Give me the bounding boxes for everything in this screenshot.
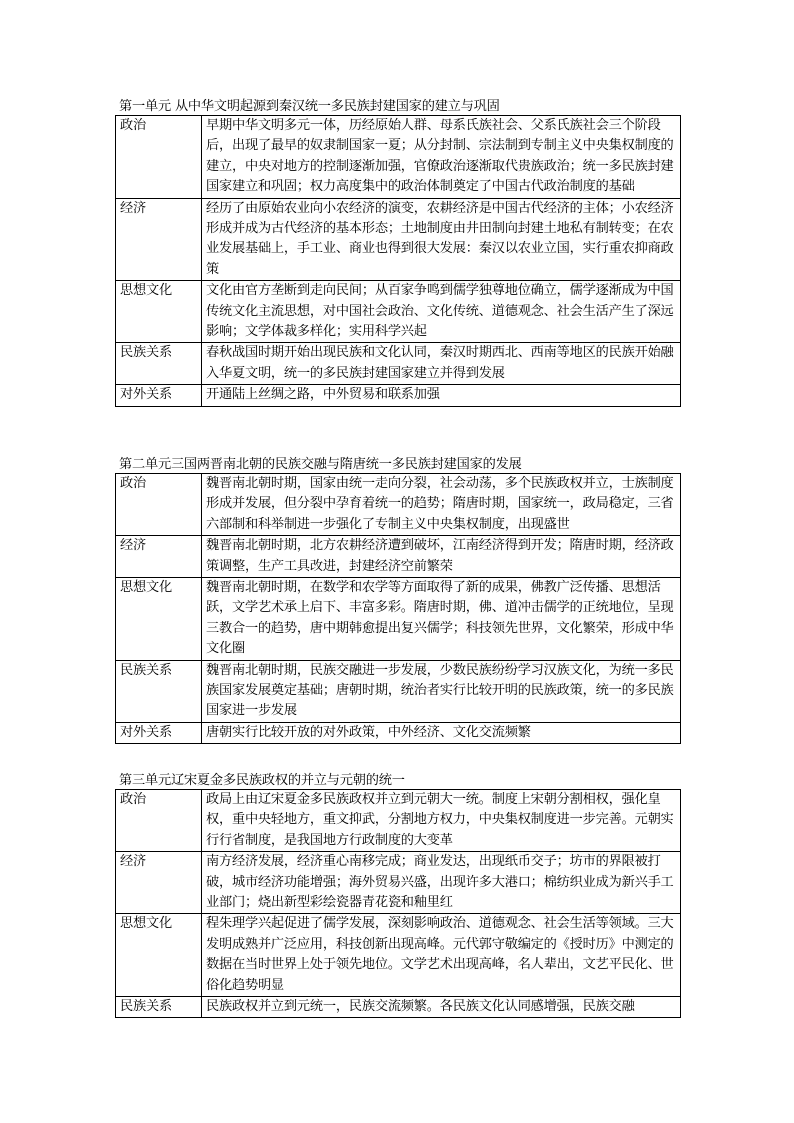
row-content: 经历了由原始农业向小农经济的演变，农耕经济是中国古代经济的主体；小农经济形成并成为古代经济的基本形态；土地制度由井田制向封建土地私有制转变；在农业发展基础上，手工业、商业也得到很大发展：秦汉以农业立国，实行重农抑商政策	[202, 198, 681, 281]
row-content: 春秋战国时期开始出现民族和文化认同，秦汉时期西北、西南等地区的民族开始融入华夏文明，统一的多民族封建国家建立并得到发展	[202, 343, 681, 385]
row-content: 魏晋南北朝时期，北方农耕经济遭到破坏，江南经济得到开发；隋唐时期，经济政策调整，生产工具改进，封建经济空前繁荣	[202, 536, 681, 578]
row-content: 魏晋南北朝时期，民族交融进一步发展，少数民族纷纷学习汉族文化，为统一多民族国家发展奠定基础；唐朝时期，统治者实行比较开明的民族政策，统一的多民族国家进一步发展	[202, 660, 681, 722]
row-label: 思想文化	[116, 578, 202, 661]
row-content: 早期中华文明多元一体，历经原始人群、母系氏族社会、父系氏族社会三个阶段后，出现了最早的奴隶制国家一夏；从分封制、宗法制到专制主义中央集权制度的建立，中央对地方的控制逐渐加强，官僚政治逐渐取代贵族政治；统一多民族封建国家建立和巩固；权力高度集中的政治体制奠定了中国古代政治制度的基础	[202, 116, 681, 199]
row-label: 政治	[116, 116, 202, 199]
row-content: 魏晋南北朝时期，国家由统一走向分裂，社会动荡，多个民族政权并立，士族制度形成并发展，但分裂中孕育着统一的趋势；隋唐时期，国家统一，政局稳定，三省六部制和科举制进一步强化了专制主义中央集权制度，出现盛世	[202, 474, 681, 536]
row-label: 民族关系	[116, 343, 202, 385]
unit-1-section	[115, 99, 681, 407]
table-row	[116, 198, 681, 281]
row-content: 魏晋南北朝时期，在数学和农学等方面取得了新的成果，佛教广泛传播、思想活跃，文学艺术承上启下、丰富多彩。隋唐时期，佛、道冲击儒学的正统地位，呈现三教合一的趋势，唐中期韩愈提出复兴儒学；科技领先世界，文化繁荣，形成中华文化圈	[202, 578, 681, 661]
table-row	[116, 997, 681, 1018]
row-content: 政局上由辽宋夏金多民族政权并立到元朝大一统。制度上宋朝分割相权，强化皇权，重中央轻地方，重文抑武，分割地方权力，中央集权制度进一步完善。元朝实行行省制度，是我国地方行政制度的大变革	[202, 790, 681, 852]
row-label: 政治	[116, 790, 202, 852]
table-row	[116, 790, 681, 852]
row-content: 开通陆上丝绸之路，中外贸易和联系加强	[202, 385, 681, 406]
row-label: 思想文化	[116, 281, 202, 343]
unit-2-title: 第二单元三国两晋南北朝的民族交融与隋唐统一多民族封建国家的发展	[119, 457, 522, 472]
unit-3-title: 第三单元辽宋夏金多民族政权的并立与元朝的统一	[119, 773, 405, 788]
row-label: 对外关系	[116, 385, 202, 406]
table-row	[116, 116, 681, 199]
row-content: 文化由官方垄断到走向民间；从百家争鸣到儒学独尊地位确立，儒学逐渐成为中国传统文化主流思想，对中国社会政治、文化传统、道德观念、社会生活产生了深远影响；文学体裁多样化；实用科学兴起	[202, 281, 681, 343]
table-row	[116, 385, 681, 406]
row-label: 经济	[116, 198, 202, 281]
row-label: 思想文化	[116, 914, 202, 997]
table-row	[116, 281, 681, 343]
row-label: 民族关系	[116, 660, 202, 722]
table-row	[116, 343, 681, 385]
table-row	[116, 852, 681, 914]
table-row	[116, 474, 681, 536]
row-label: 民族关系	[116, 997, 202, 1018]
table-row	[116, 914, 681, 997]
row-label: 经济	[116, 536, 202, 578]
row-label: 经济	[116, 852, 202, 914]
row-content: 唐朝实行比较开放的对外政策，中外经济、文化交流频繁	[202, 722, 681, 743]
table-row	[116, 578, 681, 661]
unit-2-section	[115, 457, 681, 744]
row-content: 民族政权并立到元统一，民族交流频繁。各民族文化认同感增强，民族交融	[202, 997, 681, 1018]
unit-3-section	[115, 773, 681, 1018]
table-row	[116, 722, 681, 743]
row-label: 对外关系	[116, 722, 202, 743]
table-row	[116, 536, 681, 578]
row-label: 政治	[116, 474, 202, 536]
unit-1-title: 第一单元 从中华文明起源到秦汉统一多民族封建国家的建立与巩固	[119, 99, 500, 114]
row-content: 南方经济发展，经济重心南移完成；商业发达，出现纸币交子；坊市的界限被打破，城市经济功能增强；海外贸易兴盛，出现许多大港口；棉纺织业成为新兴手工业部门；烧出新型彩绘瓷器青花瓷和釉里红	[202, 852, 681, 914]
unit-1-table	[115, 115, 681, 407]
table-row	[116, 660, 681, 722]
unit-2-table	[115, 473, 681, 744]
row-content: 程朱理学兴起促进了儒学发展，深刻影响政治、道德观念、社会生活等领域。三大发明成熟并广泛应用，科技创新出现高峰。元代郭守敬编定的《授时历》中测定的数据在当时世界上处于领先地位。文学艺术出现高峰，名人辈出，文艺平民化、世俗化趋势明显	[202, 914, 681, 997]
unit-3-table	[115, 789, 681, 1018]
